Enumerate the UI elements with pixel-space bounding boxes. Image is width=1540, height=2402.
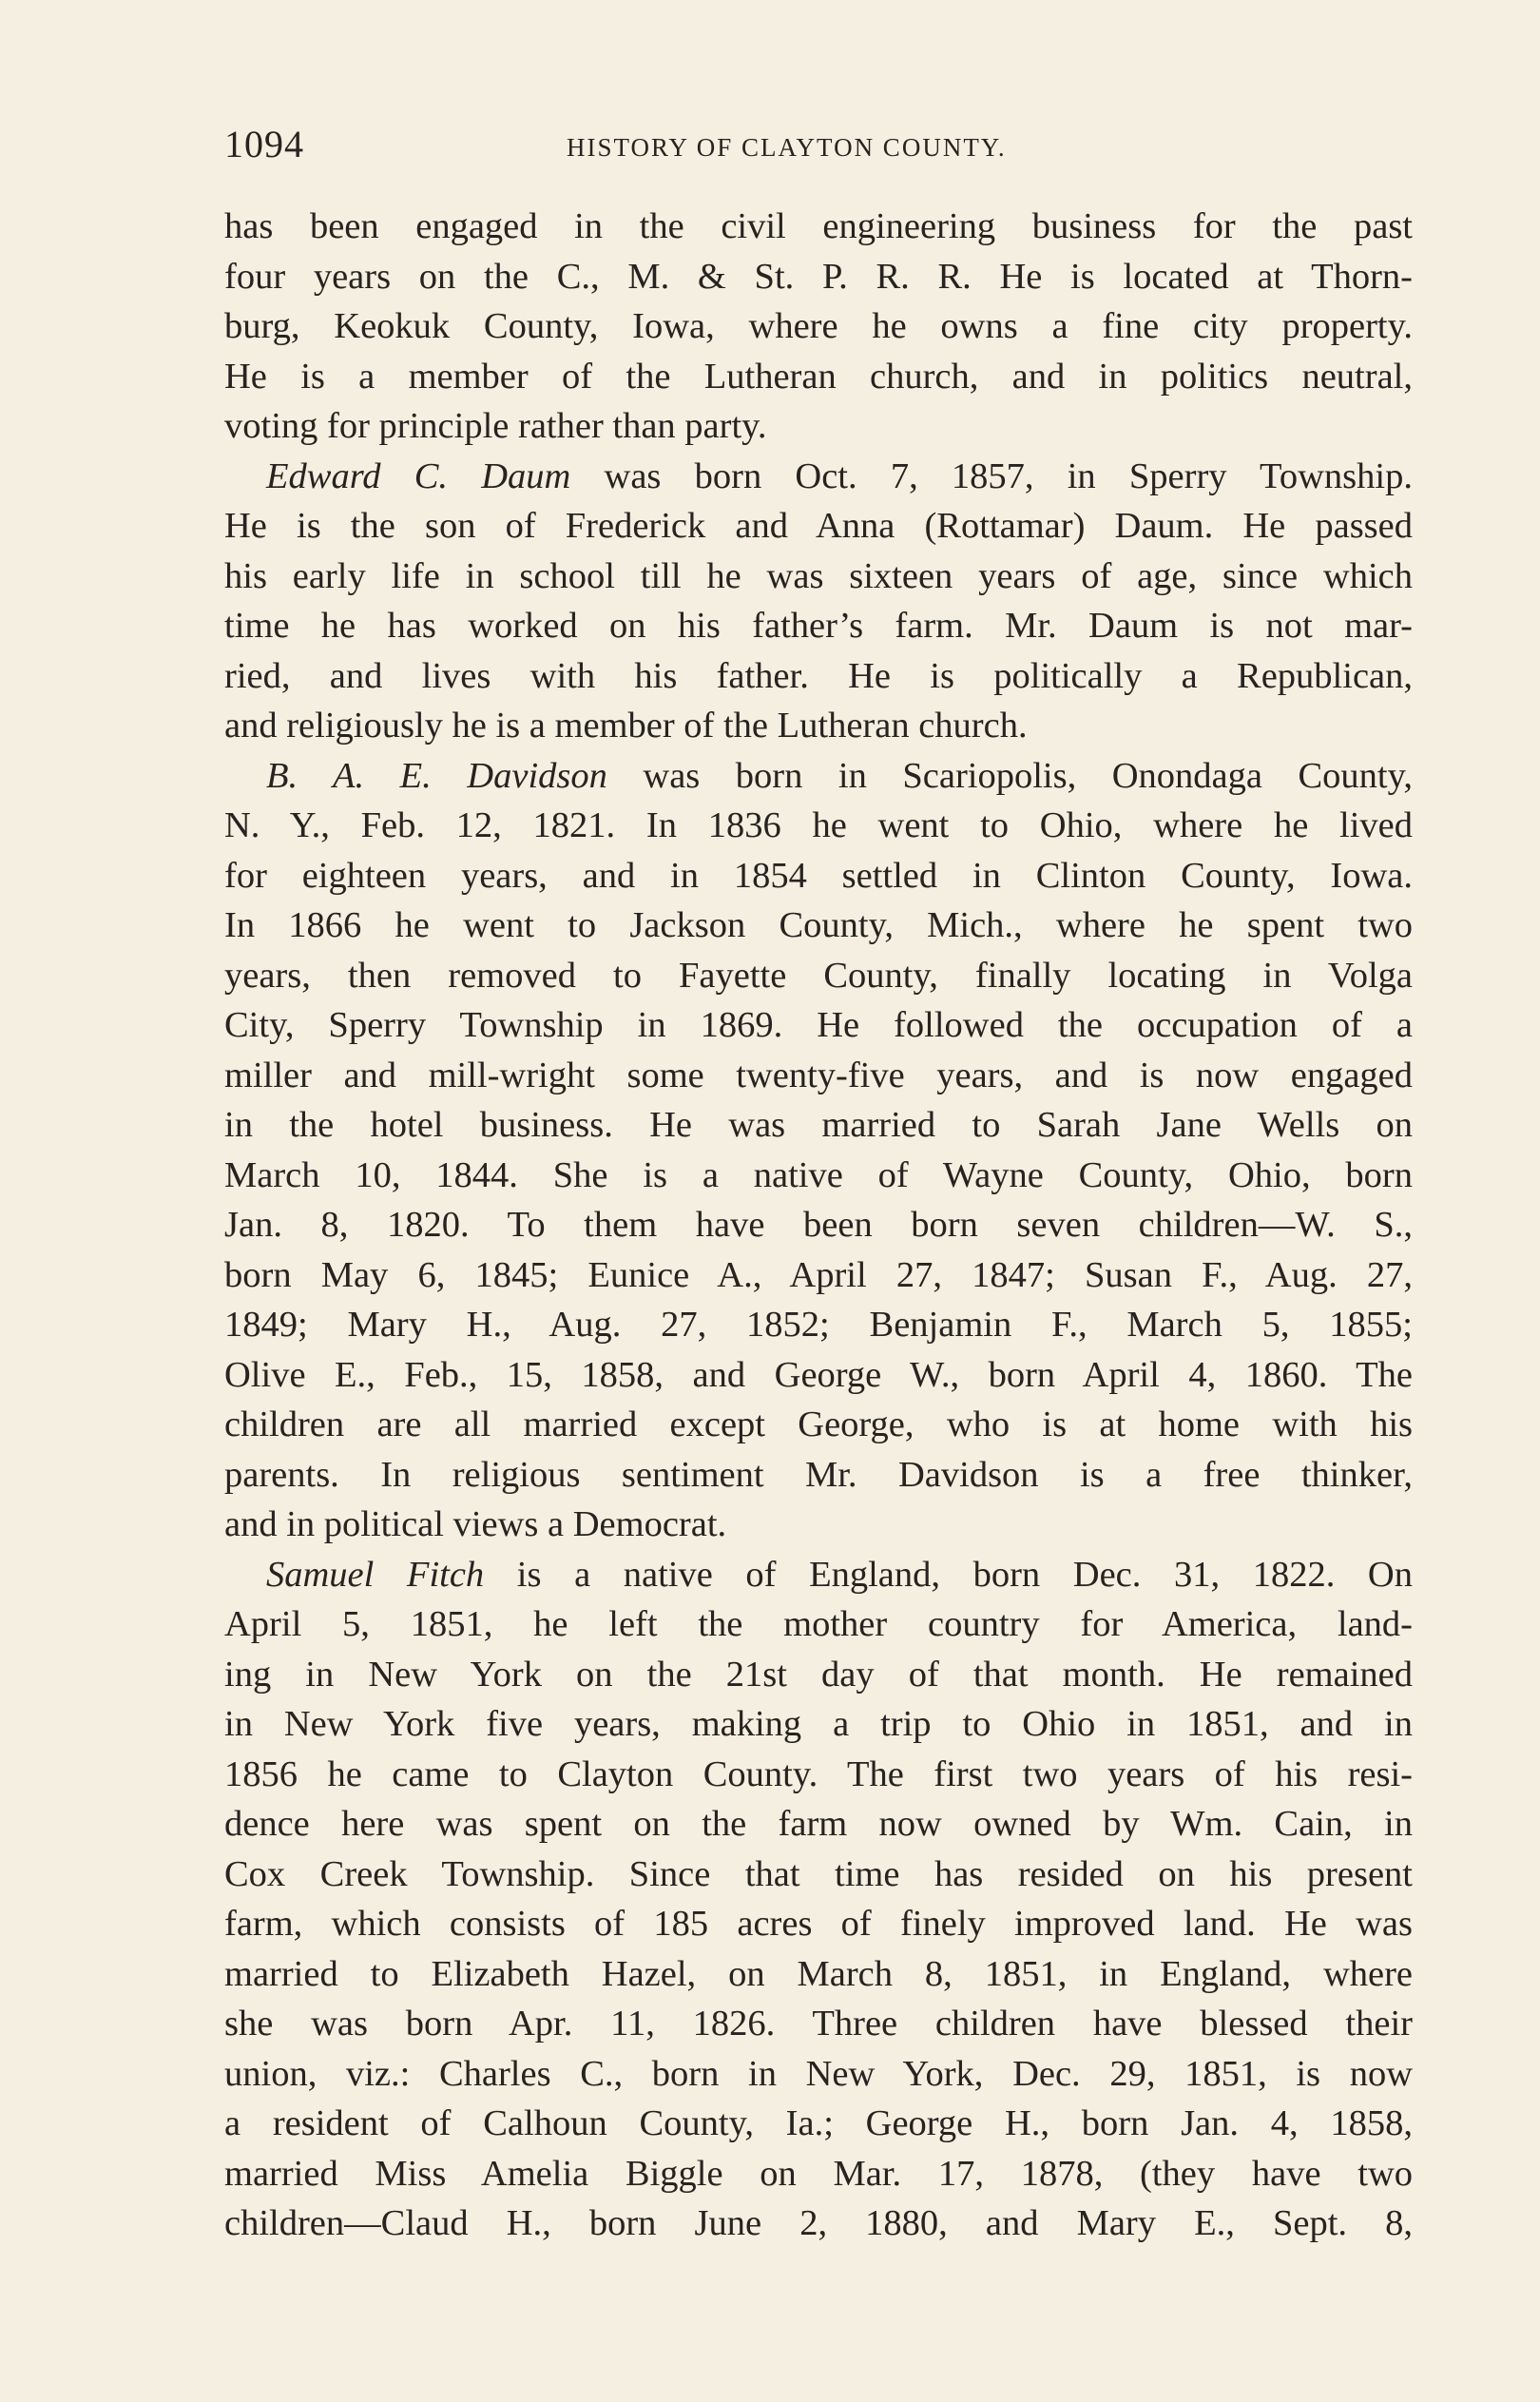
line-text: a resident of Calhoun County, Ia.; George H., born Jan. 4, 1858, [224, 2103, 1413, 2143]
text-line [224, 2049, 1413, 2100]
line-text: March 10, 1844. She is a native of Wayne County, Ohio, born [224, 1154, 1413, 1195]
line-text: is a native of England, born Dec. 31, 1822. On [484, 1554, 1413, 1595]
biography-name: Edward C. Daum [266, 455, 571, 496]
line-text: was born Oct. 7, 1857, in Sperry Township. [570, 455, 1413, 496]
text-line [224, 501, 1413, 552]
text-line [224, 1599, 1413, 1650]
text-line [224, 1999, 1413, 2049]
line-text: Cox Creek Township. Since that time has resided on his present [224, 1853, 1413, 1894]
line-text: for eighteen years, and in 1854 settled in Clinton County, Iowa. [224, 855, 1413, 896]
page-header [224, 122, 1413, 169]
text-line [224, 1250, 1413, 1301]
line-text: four years on the C., M. & St. P. R. R. He is located at Thorn- [224, 256, 1413, 297]
line-text: ried, and lives with his father. He is politically a Republican, [224, 655, 1413, 696]
text-line [224, 1051, 1413, 1101]
line-text: in New York five years, making a trip to Ohio in 1851, and in [224, 1704, 1413, 1744]
text-line [224, 202, 1413, 252]
text-line [224, 1400, 1413, 1450]
line-text: ing in New York on the 21st day of that month. He remained [224, 1654, 1413, 1695]
line-text: Jan. 8, 1820. To them have been born seven children—W. S., [224, 1205, 1413, 1245]
text-line [224, 401, 1413, 452]
line-text: 1856 he came to Clayton County. The first two years of his resi- [224, 1753, 1413, 1794]
text-line [224, 1200, 1413, 1250]
text-line [224, 901, 1413, 951]
line-text: parents. In religious sentiment Mr. Davidson is a free thinker, [224, 1454, 1413, 1495]
text-line [224, 1151, 1413, 1201]
text-line [224, 1100, 1413, 1151]
text-line [224, 1799, 1413, 1850]
text-line [224, 1550, 1413, 1600]
line-text: He is the son of Frederick and Anna (Rottamar) Daum. He passed [224, 506, 1413, 546]
line-text: has been engaged in the civil engineering business for the past [224, 206, 1413, 246]
line-text: burg, Keokuk County, Iowa, where he owns a fine city property. [224, 306, 1413, 346]
biography-name: B. A. E. Davidson [266, 755, 607, 796]
text-line [224, 701, 1413, 751]
line-text: years, then removed to Fayette County, finally locating in Volga [224, 955, 1413, 996]
text-line [224, 2199, 1413, 2249]
text-line [224, 301, 1413, 352]
text-line [224, 252, 1413, 302]
line-text: and in political views a Democrat. [224, 1504, 727, 1544]
line-text: time he has worked on his father’s farm. Mr. Daum is not mar- [224, 606, 1413, 646]
text-line [224, 1450, 1413, 1501]
text-line [224, 1949, 1413, 2000]
line-text: In 1866 he went to Jackson County, Mich., where he spent two [224, 905, 1413, 945]
running-head: HISTORY OF CLAYTON COUNTY. [567, 133, 1007, 162]
line-text: April 5, 1851, he left the mother country for America, land- [224, 1604, 1413, 1644]
text-line [224, 1300, 1413, 1350]
text-line [224, 751, 1413, 802]
text-line [224, 1650, 1413, 1700]
text-line [224, 1350, 1413, 1401]
text-line [224, 801, 1413, 851]
line-text: farm, which consists of 185 acres of finely improved land. He was [224, 1904, 1413, 1944]
line-text: union, viz.: Charles C., born in New York, Dec. 29, 1851, is now [224, 2053, 1413, 2094]
line-text: N. Y., Feb. 12, 1821. In 1836 he went to Ohio, where he lived [224, 805, 1413, 845]
page-number: 1094 [224, 123, 304, 165]
line-text: 1849; Mary H., Aug. 27, 1852; Benjamin F., March 5, 1855; [224, 1305, 1413, 1345]
text-line [224, 851, 1413, 901]
text-line [224, 651, 1413, 702]
line-text: children—Claud H., born June 2, 1880, and Mary E., Sept. 8, [224, 2203, 1413, 2243]
line-text: married to Elizabeth Hazel, on March 8, 1851, in England, where [224, 1953, 1413, 1994]
text-line [224, 601, 1413, 651]
line-text: born May 6, 1845; Eunice A., April 27, 1847; Susan F., Aug. 27, [224, 1254, 1413, 1295]
text-line [224, 1850, 1413, 1900]
line-text: married Miss Amelia Biggle on Mar. 17, 1878, (they have two [224, 2153, 1413, 2194]
line-text: Olive E., Feb., 15, 1858, and George W., born April 4, 1860. The [224, 1354, 1413, 1395]
line-text: dence here was spent on the farm now owned by Wm. Cain, in [224, 1804, 1413, 1844]
text-line [224, 1899, 1413, 1949]
line-text: He is a member of the Lutheran church, and in politics neutral, [224, 356, 1413, 397]
text-line [224, 1500, 1413, 1550]
line-text: his early life in school till he was sixteen years of age, since which [224, 555, 1413, 596]
text-line [224, 2099, 1413, 2149]
text-line [224, 1000, 1413, 1051]
line-text: in the hotel business. He was married to Sarah Jane Wells on [224, 1105, 1413, 1145]
line-text: children are all married except George, who is at home with his [224, 1404, 1413, 1444]
biography-name: Samuel Fitch [266, 1554, 485, 1595]
text-line [224, 452, 1413, 502]
text-line [224, 951, 1413, 1001]
text-line [224, 1750, 1413, 1800]
line-text: City, Sperry Township in 1869. He followed the occupation of a [224, 1005, 1413, 1045]
line-text: she was born Apr. 11, 1826. Three children have blessed their [224, 2004, 1413, 2044]
text-line [224, 1699, 1413, 1750]
body-text [224, 202, 1413, 2249]
text-line [224, 2149, 1413, 2199]
line-text: and religiously he is a member of the Lutheran church. [224, 706, 1028, 746]
line-text: voting for principle rather than party. [224, 406, 767, 446]
text-line [224, 552, 1413, 602]
line-text: was born in Scariopolis, Onondaga County, [606, 755, 1413, 796]
line-text: miller and mill-wright some twenty-five years, and is now engaged [224, 1055, 1413, 1095]
text-line [224, 352, 1413, 402]
